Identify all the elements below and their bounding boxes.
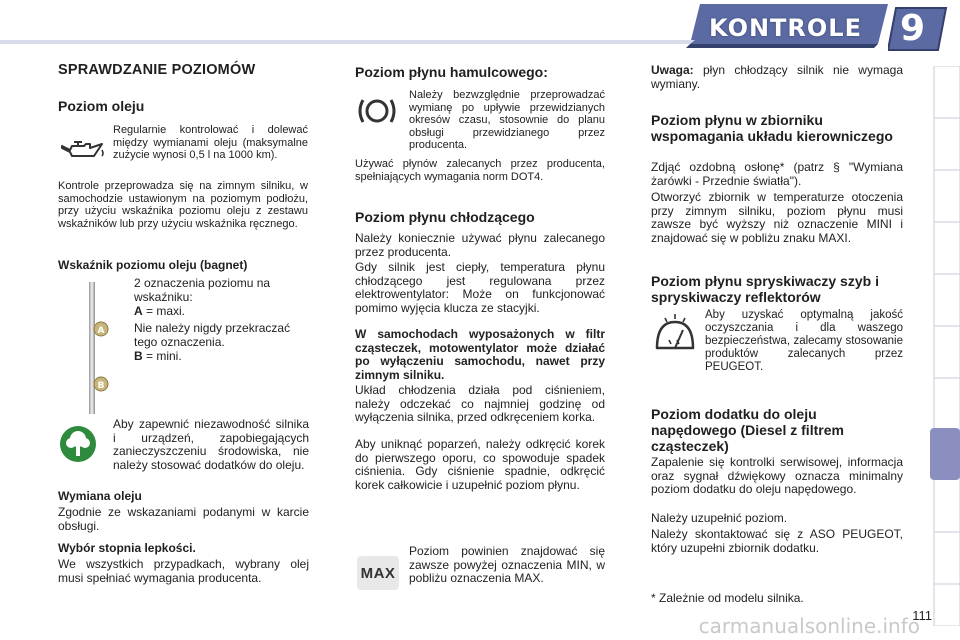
coolant-warning bbox=[651, 64, 903, 91]
main-title: SPRAWDZANIE POZIOMÓW bbox=[58, 62, 256, 78]
dipstick-illustration bbox=[86, 282, 110, 414]
max-icon-label: MAX bbox=[360, 564, 396, 582]
viscosity-heading: Wybór stopnia lepkości. bbox=[58, 541, 196, 555]
additive-text-3: Należy skontaktować się z ASO PEUGEOT, który uzupełni zbiornik dodatku. bbox=[651, 527, 903, 555]
oil-heading: Poziom oleju bbox=[58, 98, 145, 114]
oil-text-1: Regularnie kontrolować i dolewać między wymianami oleju (maksymalne zużycie wynosi 0,5 l na 1000 km). bbox=[113, 124, 308, 161]
coolant-text-3: Układ chłodzenia działa pod ciśnieniem, należy odczekać co najmniej godzinę od wyłączenia silnika, przed odkręceniem korka. bbox=[355, 383, 605, 424]
washer-heading: Poziom płynu spryskiwaczy szyb i spryskiwaczy reflektorów bbox=[651, 273, 879, 305]
brake-text-2: Używać płynów zalecanych przez producenta, spełniających wymagania norm DOT4. bbox=[355, 158, 605, 183]
oil-change-text: Zgodnie ze wskazaniami podanymi w karcie obsługi. bbox=[58, 505, 309, 533]
viscosity-text: We wszystkich przypadkach, wybrany olej musi spełniać wymagania producenta. bbox=[58, 557, 309, 585]
chapter-number: 9 bbox=[900, 8, 926, 49]
footnote: * Zależnie od modelu silnika. bbox=[651, 591, 804, 605]
max-icon bbox=[357, 556, 399, 590]
oil-change-heading: Wymiana oleju bbox=[58, 489, 142, 503]
additive-heading: Poziom dodatku do oleju napędowego (Diesel z filtrem cząsteczek) bbox=[651, 406, 844, 454]
oil-text-2: Kontrole przeprowadza się na zimnym silniku, w samochodzie ustawionym na poziomym podłożu, przy użyciu wskaźnika poziomu oleju z zestawu wskaźników lub przy użyciu wskaźnika ręcznego. bbox=[58, 180, 308, 230]
brake-heading: Poziom płynu hamulcowego: bbox=[355, 64, 548, 80]
oil-can-icon bbox=[58, 138, 106, 162]
max-text: Poziom powinien znajdować się zawsze powyżej oznaczenia MIN, w pobliżu oznaczenia MAX. bbox=[409, 544, 605, 585]
mark-b-label: B bbox=[134, 349, 143, 363]
power-steering-text-2: Otworzyć zbiornik w temperaturze otoczenia przy zimnym silniku, poziom płynu musi zawsze być wyższy niż oznaczenie MINI i znajdować się w pobliżu znaku MAXI. bbox=[651, 190, 903, 245]
warning-label: Uwaga: bbox=[651, 63, 694, 77]
mark-a-text: = maxi. bbox=[142, 304, 186, 318]
brake-text-1: Należy bezwzględnie przeprowadzać wymianę po upływie przewidzianych okresów czasu, stosownie do planu obsługi przewidzianego przez producenta. bbox=[409, 89, 605, 151]
chapter-tab-strip bbox=[928, 66, 960, 626]
coolant-text-4: Aby uniknąć poparzeń, należy odkręcić korek do pierwszego oporu, co spowoduje spadek ciśnienia. Gdy ciśnienie spadnie, odkręcić korek całkowicie i uzupełnić poziom płynu. bbox=[355, 437, 605, 492]
mark-b-text: = mini. bbox=[142, 349, 182, 363]
coolant-text-1: Należy koniecznie używać płynu zalecanego przez producenta. bbox=[355, 231, 605, 259]
svg-text:A: A bbox=[97, 326, 105, 336]
coolant-heading: Poziom płynu chłodzącego bbox=[355, 209, 535, 225]
svg-text:B: B bbox=[97, 381, 105, 391]
washer-fluid-icon bbox=[653, 312, 697, 356]
chapter-title: KONTROLE bbox=[709, 14, 862, 42]
environment-text: Aby zapewnić niezawodność silnika i urządzeń, zapobiegających zanieczyszczeniu środowiska, nie należy stosować dodatków do oleju. bbox=[113, 417, 309, 472]
watermark: carmanualsonline.info bbox=[698, 614, 920, 638]
environment-tree-icon bbox=[58, 424, 98, 464]
warning-text: płyn chłodzący silnik nie wymaga wymiany. bbox=[651, 63, 903, 91]
page-number: 111 bbox=[912, 608, 932, 623]
dipstick-b-line bbox=[134, 350, 310, 364]
washer-text: Aby uzyskać optymalną jakość oczyszczania i dla waszego bezpieczeństwa, zalecamy stosowanie produktów zalecanych przez PEUGEOT. bbox=[705, 309, 903, 373]
active-chapter-tab bbox=[930, 428, 960, 480]
additive-text-1: Zapalenie się kontrolki serwisowej, informacja oraz sygnał dźwiękowy oznacza minimalny poziom dodatku do oleju napędowego. bbox=[651, 455, 903, 496]
dipstick-heading: Wskaźnik poziomu oleju (bagnet) bbox=[58, 258, 248, 272]
power-steering-text-1: Zdjąć ozdobną osłonę* (patrz § "Wymiana żarówki - Przednie światła"). bbox=[651, 160, 903, 188]
mark-a-label: A bbox=[134, 304, 143, 318]
brake-warning-icon bbox=[357, 94, 397, 128]
coolant-bold-note: W samochodach wyposażonych w filtr cząsteczek, motowentylator może działać po wyłączeniu samochodu, nawet przy zimnym silniku. bbox=[355, 327, 605, 382]
dipstick-a-line bbox=[134, 305, 310, 319]
chapter-number-badge bbox=[888, 6, 948, 52]
dipstick-warning: Nie należy nigdy przekraczać tego oznaczenia. bbox=[134, 321, 291, 349]
coolant-text-2: Gdy silnik jest ciepły, temperatura płynu chłodzącego jest regulowana przez elektrowentylator: Może on funkcjonować pomimo wyjęcia klucza ze stacyjki. bbox=[355, 260, 605, 315]
dipstick-text-1: 2 oznaczenia poziomu na wskaźniku: bbox=[134, 276, 271, 304]
power-steering-heading: Poziom płynu w zbiorniku wspomagania układu kierowniczego bbox=[651, 112, 893, 144]
additive-text-2: Należy uzupełnić poziom. bbox=[651, 511, 788, 525]
